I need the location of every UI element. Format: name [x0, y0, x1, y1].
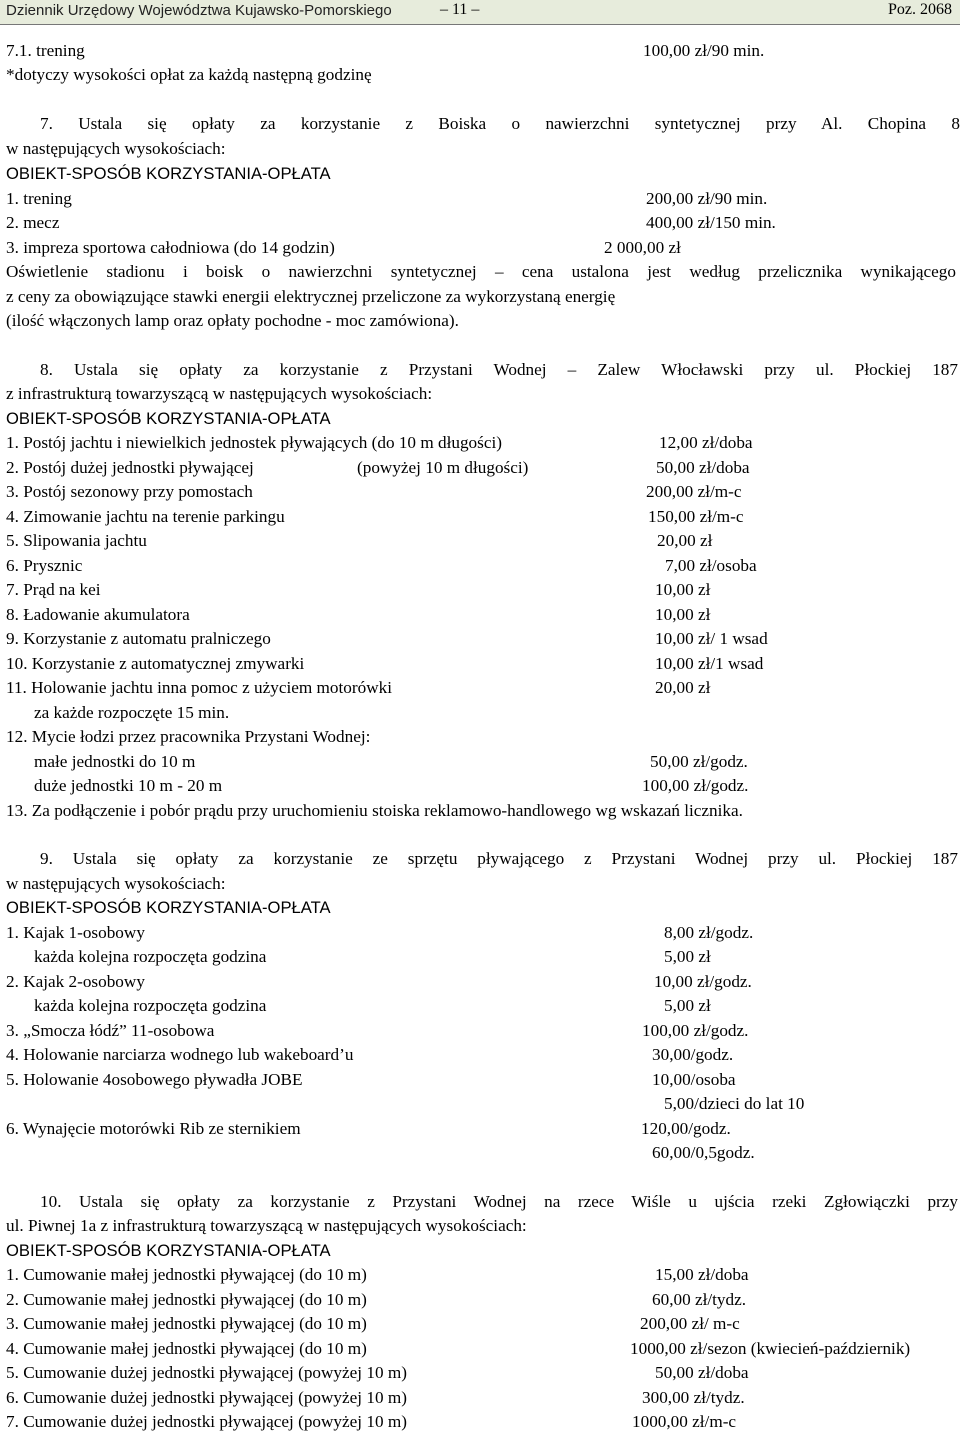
item-label: 2. Cumowanie małej jednostki pływającej (do 10 m) [6, 1290, 367, 1309]
item-label: 2. mecz [6, 213, 60, 232]
item-label: 4. Holowanie narciarza wodnego lub wakeboard’u [6, 1045, 354, 1064]
item-sublabel: każda kolejna rozpoczęta godzina [34, 996, 267, 1015]
item-price: 60,00/0,5godz. [652, 1143, 755, 1162]
lighting-note-cont: (ilość włączonych lamp oraz opłaty pochodne - moc zamówiona). [6, 311, 459, 330]
column-heading: OBIEKT-SPOSÓB KORZYSTANIA-OPŁATA [6, 1241, 331, 1260]
item-price: 120,00/godz. [641, 1119, 731, 1138]
item-label: 5. Holowanie 4osobowego pływadła JOBE [6, 1070, 303, 1089]
item-qualifier: (powyżej 10 m długości) [357, 458, 529, 477]
section-9-intro-cont: w następujących wysokościach: [6, 874, 226, 893]
item-label: 3. Cumowanie małej jednostki pływającej (do 10 m) [6, 1314, 367, 1333]
item-label: 7.1. trening [6, 41, 85, 60]
item-label: 8. Ładowanie akumulatora [6, 605, 190, 624]
item-sublabel: duże jednostki 10 m - 20 m [34, 776, 223, 795]
footnote: *dotyczy wysokości opłat za każdą następną godzinę [6, 65, 372, 84]
item-price: 50,00 zł/doba [655, 1363, 749, 1382]
item-label: 13. Za podłączenie i pobór prądu przy uruchomieniu stoiska reklamowo-handlowego wg wskazań licznika. [6, 801, 743, 820]
item-price: 8,00 zł/godz. [664, 923, 754, 942]
item-price: 5,00 zł [664, 947, 711, 966]
column-heading: OBIEKT-SPOSÓB KORZYSTANIA-OPŁATA [6, 409, 331, 428]
item-price: 200,00 zł/ m-c [640, 1314, 740, 1333]
item-price: 10,00 zł [655, 580, 711, 599]
item-label: 7. Prąd na kei [6, 580, 101, 599]
item-label: 6. Cumowanie dużej jednostki pływającej (powyżej 10 m) [6, 1388, 407, 1407]
lighting-note-cont: z ceny za obowiązujące stawki energii elektrycznej przeliczone za wykorzystaną energię [6, 287, 616, 306]
item-price: 10,00/osoba [652, 1070, 736, 1089]
section-9-intro: 9. Ustala się opłaty za korzystanie ze sprzętu pływającego z Przystani Wodnej przy ul. Płockiej 187 [40, 849, 958, 868]
section-7-intro-cont: w następujących wysokościach: [6, 139, 226, 158]
item-price: 50,00 zł/godz. [650, 752, 748, 771]
page-header [0, 0, 960, 25]
item-price: 400,00 zł/150 min. [646, 213, 776, 232]
item-label: 2. Postój dużej jednostki pływającej [6, 458, 254, 477]
item-label: 1. Cumowanie małej jednostki pływającej (do 10 m) [6, 1265, 367, 1284]
item-label: 4. Zimowanie jachtu na terenie parkingu [6, 507, 285, 526]
item-price: 100,00 zł/godz. [642, 776, 749, 795]
item-label: 4. Cumowanie małej jednostki pływającej (do 10 m) [6, 1339, 367, 1358]
item-label: 12. Mycie łodzi przez pracownika Przystani Wodnej: [6, 727, 371, 746]
item-label: 1. Kajak 1-osobowy [6, 923, 145, 942]
item-label: 1. Postój jachtu i niewielkich jednostek pływających (do 10 m długości) [6, 433, 502, 452]
item-price: 100,00 zł/godz. [642, 1021, 749, 1040]
journal-title: Dziennik Urzędowy Województwa Kujawsko-Pomorskiego [6, 2, 392, 19]
item-label: 7. Cumowanie dużej jednostki pływającej (powyżej 10 m) [6, 1412, 407, 1431]
section-10-intro-cont: ul. Piwnej 1a z infrastrukturą towarzyszącą w następujących wysokościach: [6, 1216, 527, 1235]
item-price: 20,00 zł [655, 678, 711, 697]
item-price: 1000,00 zł/m-c [632, 1412, 737, 1431]
item-label: 3. „Smocza łódź” 11-osobowa [6, 1021, 215, 1040]
item-price: 60,00 zł/tydz. [652, 1290, 747, 1309]
item-sublabel: każda kolejna rozpoczęta godzina [34, 947, 267, 966]
item-price: 10,00 zł [655, 605, 711, 624]
item-price: 10,00 zł/godz. [654, 972, 752, 991]
item-label: 3. Postój sezonowy przy pomostach [6, 482, 253, 501]
item-label: 5. Cumowanie dużej jednostki pływającej (powyżej 10 m) [6, 1363, 407, 1382]
item-price: 10,00 zł/ 1 wsad [655, 629, 768, 648]
item-price: 5,00 zł [664, 996, 711, 1015]
section-10-intro: 10. Ustala się opłaty za korzystanie z Przystani Wodnej na rzece Wiśle u ujścia rzeki Zgłowiączki przy [40, 1192, 958, 1211]
item-price: 200,00 zł/m-c [646, 482, 742, 501]
item-price: 100,00 zł/90 min. [643, 41, 765, 60]
item-price: 30,00/godz. [652, 1045, 734, 1064]
item-label: 5. Slipowania jachtu [6, 531, 147, 550]
item-label: 11. Holowanie jachtu inna pomoc z użyciem motorówki [6, 678, 392, 697]
item-price: 15,00 zł/doba [655, 1265, 749, 1284]
item-label: 2. Kajak 2-osobowy [6, 972, 145, 991]
item-price: 150,00 zł/m-c [648, 507, 744, 526]
item-price: 20,00 zł [657, 531, 713, 550]
item-label: 3. impreza sportowa całodniowa (do 14 godzin) [6, 238, 335, 257]
item-price: 200,00 zł/90 min. [646, 189, 768, 208]
item-price: 1000,00 zł/sezon (kwiecień-październik) [630, 1339, 911, 1358]
item-price: 7,00 zł/osoba [665, 556, 757, 575]
item-label: 10. Korzystanie z automatycznej zmywarki [6, 654, 305, 673]
section-7-intro: 7. Ustala się opłaty za korzystanie z Boiska o nawierzchni syntetycznej przy Al. Chopina 8 [40, 114, 960, 133]
column-heading: OBIEKT-SPOSÓB KORZYSTANIA-OPŁATA [6, 898, 331, 917]
item-sublabel: małe jednostki do 10 m [34, 752, 196, 771]
position-number: Poz. 2068 [888, 1, 952, 18]
item-price: 12,00 zł/doba [659, 433, 753, 452]
item-price: 5,00/dzieci do lat 10 [664, 1094, 805, 1113]
item-price: 300,00 zł/tydz. [642, 1388, 745, 1407]
page-number: – 11 – [440, 1, 480, 18]
item-price: 50,00 zł/doba [656, 458, 750, 477]
item-label: 1. trening [6, 189, 72, 208]
section-8-intro: 8. Ustala się opłaty za korzystanie z Przystani Wodnej – Zalew Włocławski przy ul. Płockiej 187 [40, 360, 958, 379]
item-label-cont: za każde rozpoczęte 15 min. [34, 703, 230, 722]
item-label: 9. Korzystanie z automatu pralniczego [6, 629, 271, 648]
section-8-intro-cont: z infrastrukturą towarzyszącą w następujących wysokościach: [6, 384, 433, 403]
item-price: 10,00 zł/1 wsad [655, 654, 764, 673]
lighting-note: Oświetlenie stadionu i boisk o nawierzchni syntetycznej – cena ustalona jest według przelicznika wynikającego [6, 262, 956, 281]
item-label: 6. Wynajęcie motorówki Rib ze sternikiem [6, 1119, 301, 1138]
item-label: 6. Prysznic [6, 556, 83, 575]
column-heading: OBIEKT-SPOSÓB KORZYSTANIA-OPŁATA [6, 164, 331, 183]
item-price: 2 000,00 zł [604, 238, 681, 257]
